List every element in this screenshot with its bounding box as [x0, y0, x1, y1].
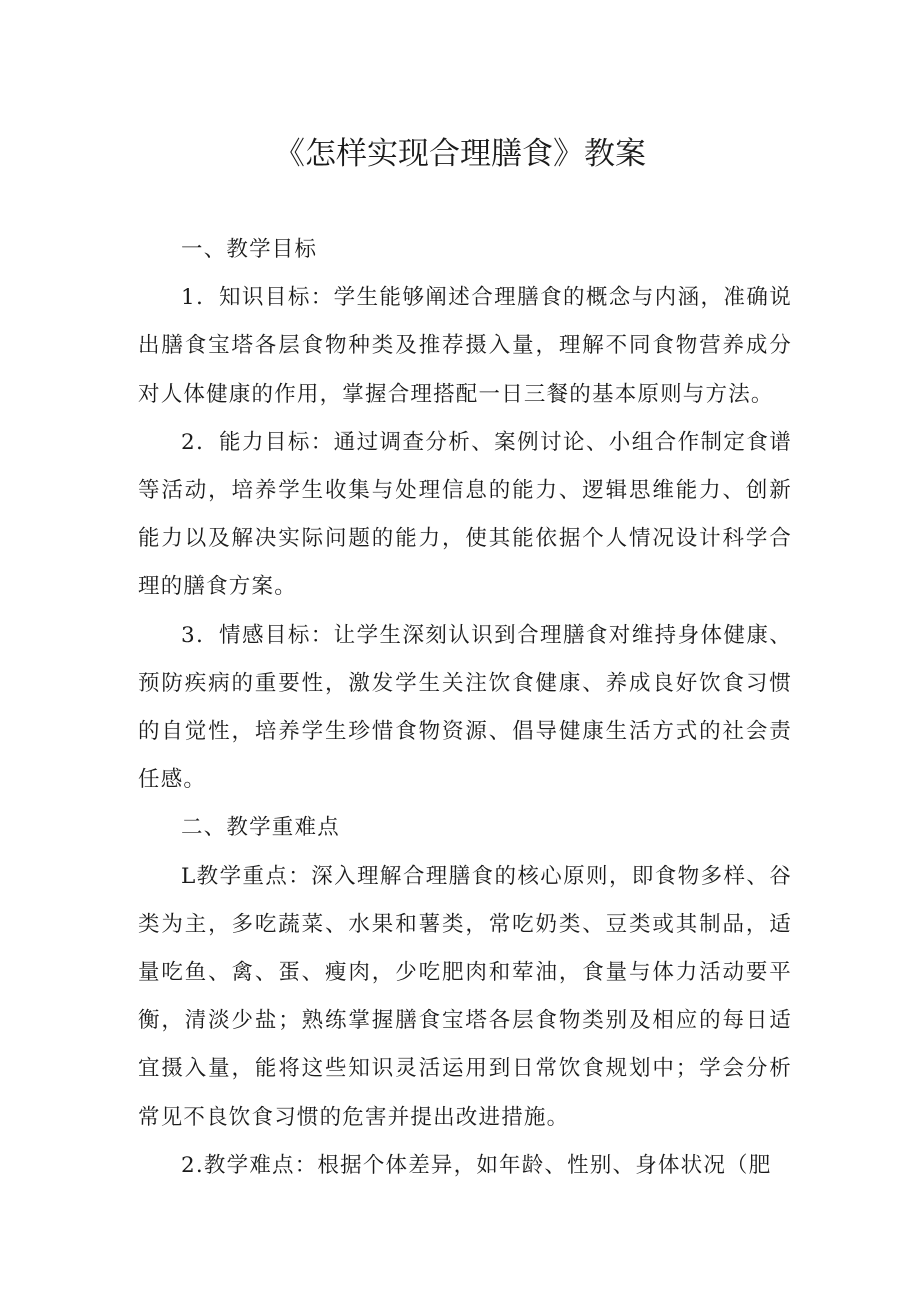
paragraph-teaching-difficulty: 2.教学难点：根据个体差异，如年龄、性别、身体状况（肥 — [181, 1152, 772, 1178]
section-heading-key-points: 二、教学重难点 — [181, 815, 340, 841]
paragraph-teaching-focus: L教学重点：深入理解合理膳食的核心原则，即食物多样、谷类为主，多吃蔬菜、水果和薯类，常吃奶类、豆类或其制品，适量吃鱼、禽、蛋、瘦肉，少吃肥肉和荤油，食量与体力活动要平衡，清淡少盐；熟练掌握膳食宝塔各层食物类别及相应的每日适宜摄入量，能将这些知识灵活运用到日常饮食规划中；学会分析常见不良饮食习惯的危害并提出改进措施。 — [138, 863, 792, 1130]
document-body — [138, 226, 792, 1190]
section-heading-objectives: 一、教学目标 — [181, 237, 318, 262]
paragraph-ability-objective: 2．能力目标：通过调查分析、案例讨论、小组合作制定食谱等活动，培养学生收集与处理信息的能力、逻辑思维能力、创新能力以及解决实际问题的能力，使其能依据个人情况设计科学合理的膳食方案。 — [138, 429, 792, 600]
paragraph-emotion-objective: 3．情感目标：让学生深刻认识到合理膳食对维持身体健康、预防疾病的重要性，激发学生关注饮食健康、养成良好饮食习惯的自觉性，培养学生珍惜食物资源、倡导健康生活方式的社会责任感。 — [138, 622, 792, 793]
document-title: 《怎样实现合理膳食》教案 — [274, 136, 646, 172]
paragraph-knowledge-objective: 1．知识目标：学生能够阐述合理膳食的概念与内涵，准确说出膳食宝塔各层食物种类及推荐摄入量，理解不同食物营养成分对人体健康的作用，掌握合理搭配一日三餐的基本原则与方法。 — [138, 285, 792, 407]
